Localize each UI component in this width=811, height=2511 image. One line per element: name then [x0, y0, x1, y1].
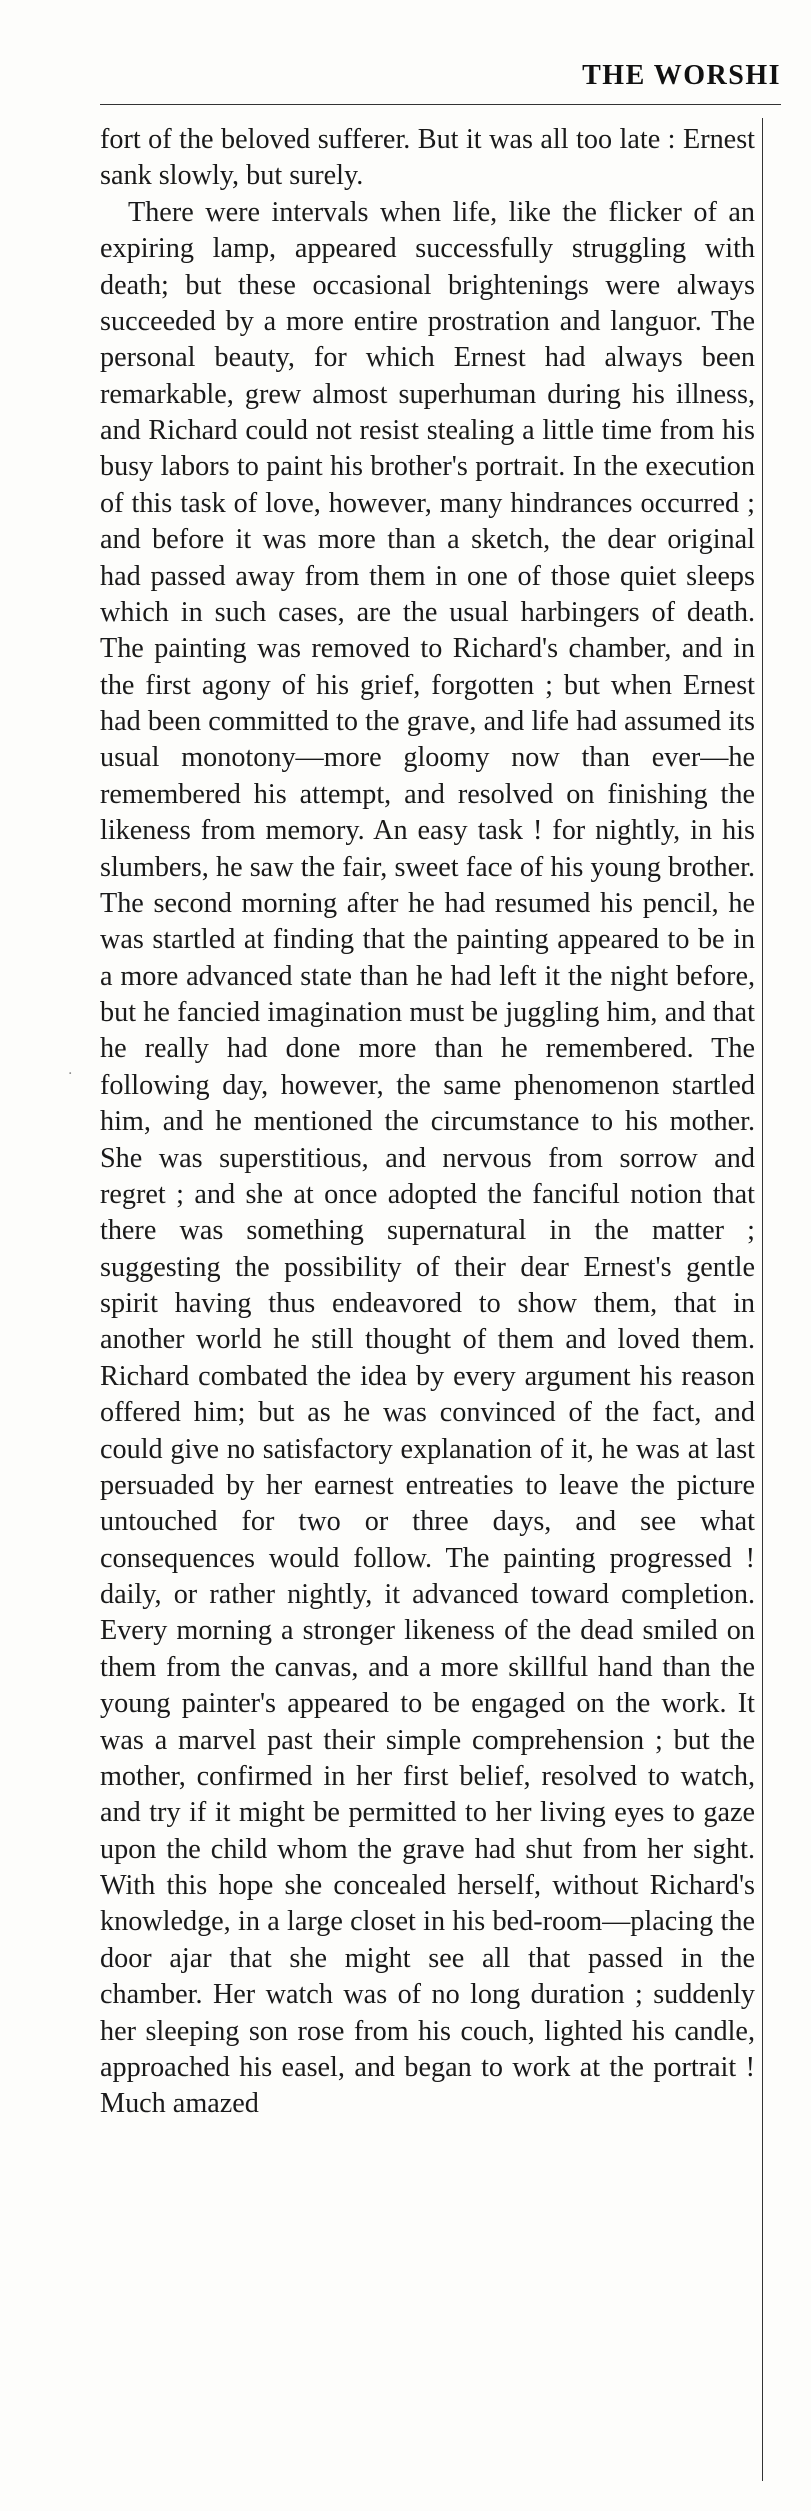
margin-mark: ·	[68, 1066, 73, 1082]
header-rule	[100, 104, 781, 105]
paragraph-continued: fort of the beloved sufferer. But it was all too late : Ernest sank slowly, but surely.	[100, 124, 755, 192]
running-head: THE WORSHI	[582, 60, 781, 91]
paragraph: There were intervals when life, like the flicker of an expiring lamp, appeared successfully struggling with death; but these occasional brightenings were always succeeded by a more entire prostration and languor. The personal beauty, for which Ernest had always been remarkable, grew almost superhuman during his illness, and Richard could not resist stealing a little time from his busy labors to paint his brother's portrait. In the execution of this task of love, however, many hindrances occurred ; and before it was more than a sketch, the dear original had passed away from them in one of those quiet sleeps which in such cases, are the usual harbingers of death. The painting was removed to Richard's chamber, and in the first agony of his grief, forgotten ; but when Ernest had been committed to the grave, and life had assumed its usual monotony—more gloomy now than ever—he remembered his attempt, and resolved on finishing the likeness from memory. An easy task ! for nightly, in his slumbers, he saw the fair, sweet face of his young brother. The second morning after he had resumed his pencil, he was startled at finding that the painting appeared to be in a more advanced state than he had left it the night before, but he fancied imagination must be juggling him, and that he really had done more than he remembered. The following day, however, the same phenomenon startled him, and he mentioned the circumstance to his mother. She was superstitious, and nervous from sorrow and regret ; and she at once adopted the fanciful notion that there was something supernatural in the matter ; suggesting the possibility of their dear Ernest's gentle spirit having thus endeavored to show them, that in another world he still thought of them and loved them. Richard combated the idea by every argument his reason offered him; but as he was convinced of the fact, and could give no satisfactory explanation of it, he was at last persuaded by her earnest entreaties to leave the picture untouched for two or three days, and see what consequences would follow. The painting progressed ! daily, or rather nightly, it advanced toward completion. Every morning a stronger likeness of the dead smiled on them from the canvas, and a more skillful hand than the young painter's appeared to be engaged on the work. It was a marvel past their simple comprehension ; but the mother, confirmed in her first belief, resolved to watch, and try if it might be permitted to her living eyes to gaze upon the child whom the grave had shut from her sight. With this hope she concealed herself, without Richard's knowledge, in a large closet in his bed-room—placing the door ajar that she might see all that passed in the chamber. Her watch was of no long duration ; suddenly her sleeping son rose from his couch, lighted his candle, approached his easel, and began to work at the portrait ! Much amazed	[100, 196, 755, 2120]
column-rule	[762, 118, 763, 2481]
text-column	[100, 122, 755, 2123]
